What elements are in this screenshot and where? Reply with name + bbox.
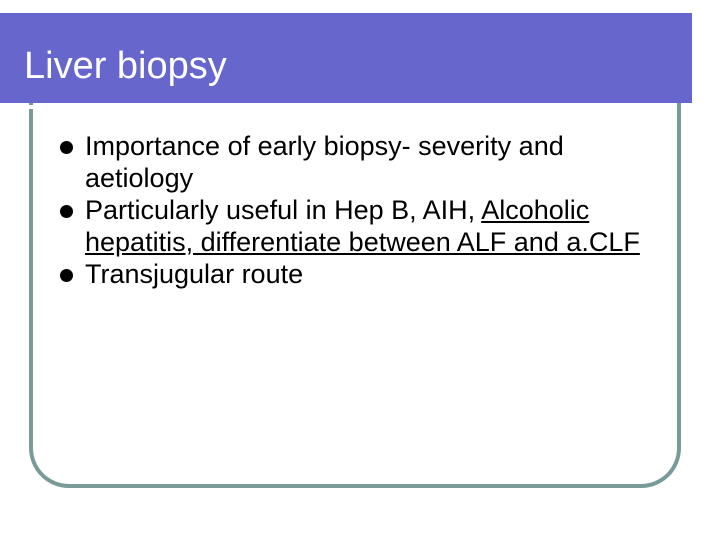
slide-title: Liver biopsy [24,45,227,87]
title-underline [0,105,636,109]
bullet-text: Particularly useful in Hep B, AIH, [85,195,476,225]
bullet-item [58,258,678,290]
bullet-item [58,194,678,258]
bullet-dot-icon [60,269,73,282]
bullet-list [58,130,678,290]
bullet-dot-icon [60,205,73,218]
bullet-text: Transjugular route [85,259,304,289]
bullet-text: Importance of early biopsy- severity and aetiology [85,131,564,193]
title-bar [0,13,692,103]
bullet-text-underlined: Alcoholic hepatitis, differentiate between ALF and a.CLF [85,195,640,257]
bullet-item [58,130,678,194]
bullet-dot-icon [60,141,73,154]
